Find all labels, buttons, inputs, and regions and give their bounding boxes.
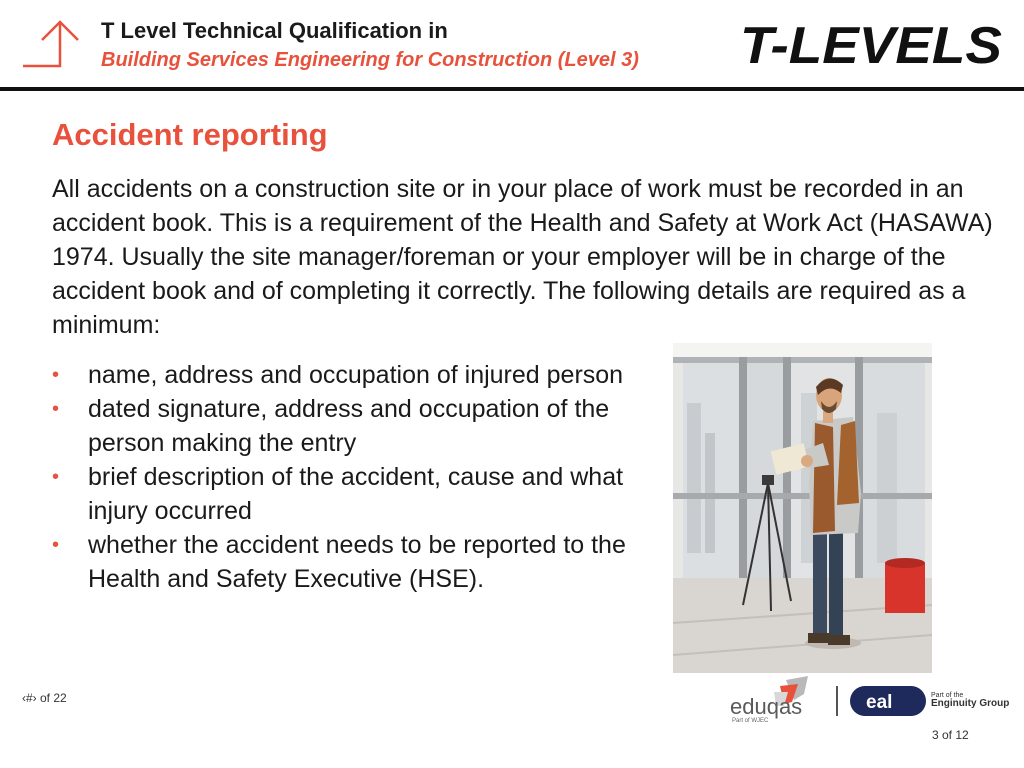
bullet-icon: • [52,364,60,386]
worker-clipboard-photo [673,343,932,673]
eal-logo-text: eal [866,692,893,713]
list-item-text: whether the accident needs to be reported to the Health and Safety Executive (HSE). [88,531,626,593]
list-item-text: name, address and occupation of injured person [88,361,624,389]
t-levels-logo [740,18,1005,70]
page-number: 3 of 12 [932,728,969,742]
footer-logo-divider [836,686,838,716]
eduqas-logo-text: eduqas [730,694,803,719]
eal-logo [850,686,926,716]
slide-number-placeholder: ‹#› of 22 [22,691,67,705]
list-item-text: brief description of the accident, cause and what injury occurred [88,463,624,525]
enginuity-line2: Enginuity Group [931,698,1010,709]
list-item [46,358,626,392]
bullet-icon: • [52,466,60,488]
list-item [46,392,626,460]
intro-paragraph: All accidents on a construction site or in your place of work must be recorded in an accident book. This is a requirement of the Health and Safety at Work Act (HASAWA) 1974. Usually the site manager/foreman or your employer will be in charge of the accident book and of completing it correctly. The following details are required as a minimum: [52,175,993,339]
requirements-list [46,358,626,596]
header-divider [0,87,1024,91]
list-item [46,460,626,528]
slide-header [0,0,1024,90]
enginuity-group-logo [931,692,1009,708]
eduqas-logo [728,676,820,724]
bullet-icon: • [52,398,60,420]
eduqas-tagline: Part of WJEC [732,718,769,724]
list-item [46,528,626,596]
qualification-subtitle: Building Services Engineering for Construction (Level 3) [101,49,639,71]
t-levels-logo-text: T-LEVELS [740,18,1003,70]
bullet-icon: • [52,534,60,556]
qualification-title: T Level Technical Qualification in [101,18,448,43]
slide-title: Accident reporting [52,117,328,152]
t-level-arrow-icon [20,16,80,72]
enginuity-line1: Part of the [931,692,964,699]
list-item-text: dated signature, address and occupation of the person making the entry [88,395,610,457]
